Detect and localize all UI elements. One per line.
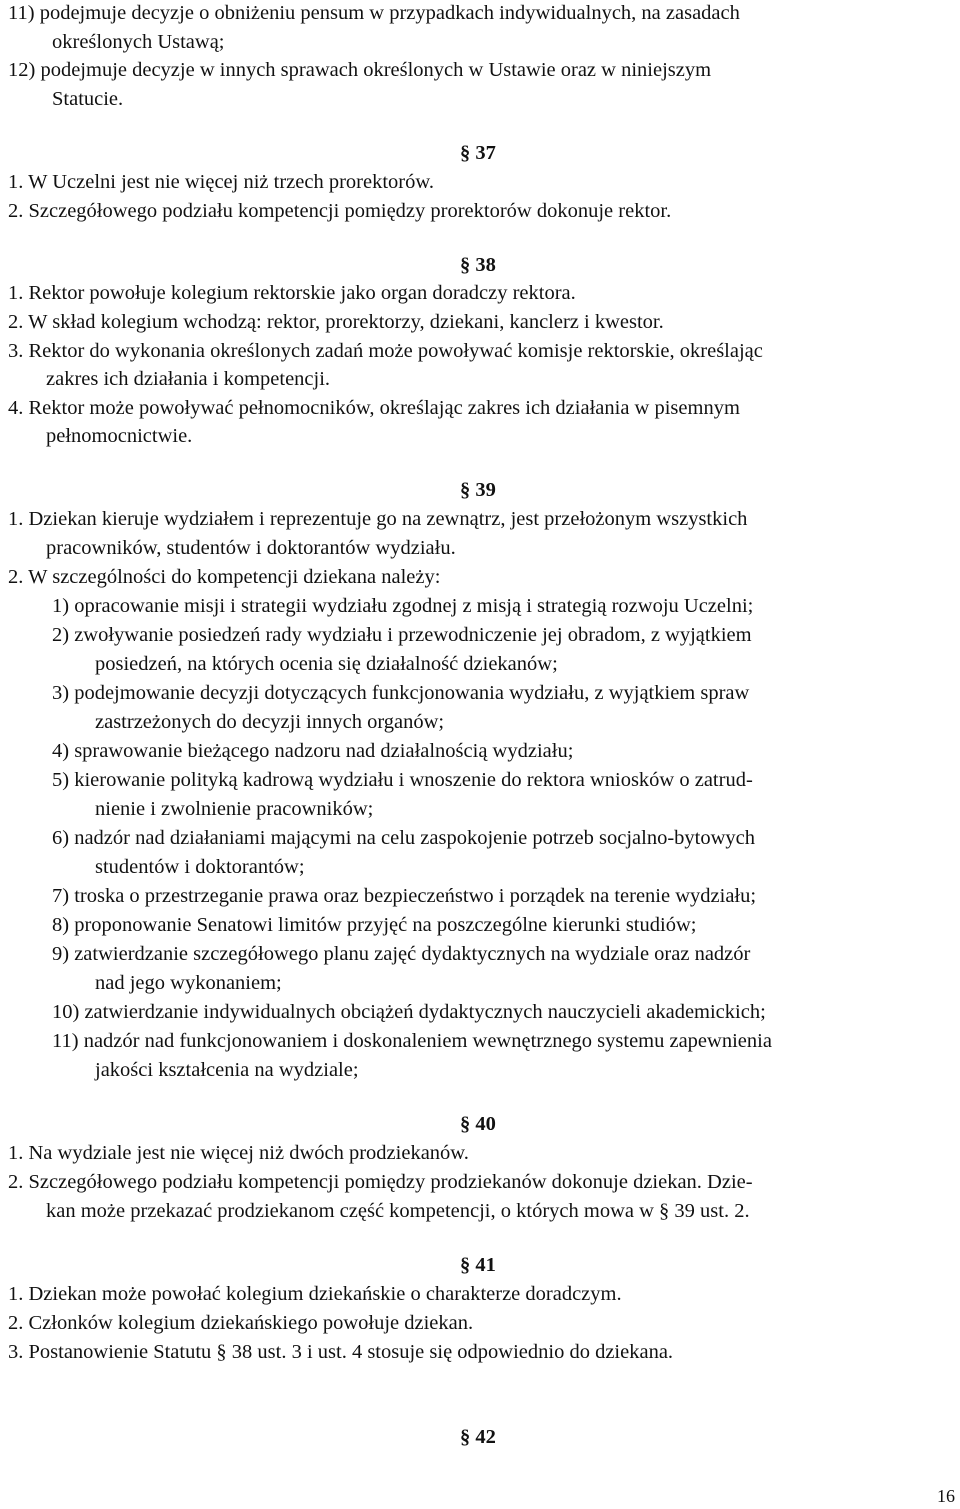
text-line: 4. Rektor może powoływać pełnomocników, określając zakres ich działania w pisemnym [8, 397, 740, 419]
list-item: 9) zatwierdzanie szczegółowego planu zajęć dydaktycznych na wydziale oraz nadzór [52, 943, 751, 965]
text-line: 2. Członków kolegium dziekańskiego powołuje dziekan. [8, 1312, 474, 1334]
section-heading-39: § 39 [460, 479, 496, 501]
text-line: zakres ich działania i kompetencji. [46, 368, 331, 390]
list-item: 8) proponowanie Senatowi limitów przyjęć na poszczególne kierunki studiów; [52, 914, 697, 936]
list-item: zastrzeżonych do decyzji innych organów; [95, 711, 445, 733]
text-line: określonych Ustawą; [52, 31, 225, 53]
list-item: nad jego wykonaniem; [95, 972, 282, 994]
text-line: 2. Szczegółowego podziału kompetencji pomiędzy prodziekanów dokonuje dziekan. Dzie- [8, 1171, 753, 1193]
text-line: 1. Dziekan może powołać kolegium dziekańskie o charakterze doradczym. [8, 1283, 622, 1305]
list-item: posiedzeń, na których ocenia się działalność dziekanów; [95, 653, 558, 675]
text-line: 12) podejmuje decyzje w innych sprawach określonych w Ustawie oraz w niniejszym [8, 59, 712, 81]
text-line: 1. Na wydziale jest nie więcej niż dwóch prodziekanów. [8, 1142, 469, 1164]
list-item: 3) podejmowanie decyzji dotyczących funkcjonowania wydziału, z wyjątkiem spraw [52, 682, 750, 704]
list-item: 2) zwoływanie posiedzeń rady wydziału i przewodniczenie jej obradom, z wyjątkiem [52, 624, 752, 646]
section-heading-42: § 42 [460, 1426, 496, 1448]
text-line: 11) podejmuje decyzje o obniżeniu pensum w przypadkach indywidualnych, na zasadach [8, 2, 740, 24]
text-line: 3. Postanowienie Statutu § 38 ust. 3 i ust. 4 stosuje się odpowiednio do dziekana. [8, 1341, 674, 1363]
list-item: 5) kierowanie polityką kadrową wydziału i wnoszenie do rektora wniosków o zatrud- [52, 769, 753, 791]
text-line: Statucie. [52, 88, 124, 110]
list-item: nienie i zwolnienie pracowników; [95, 798, 374, 820]
list-item: jakości kształcenia na wydziale; [95, 1059, 359, 1081]
list-item: 1) opracowanie misji i strategii wydziału zgodnej z misją i strategią rozwoju Uczelni; [52, 595, 754, 617]
text-line: kan może przekazać prodziekanom część kompetencji, o których mowa w § 39 ust. 2. [46, 1200, 750, 1222]
text-line: pracowników, studentów i doktorantów wydziału. [46, 537, 456, 559]
list-item: 11) nadzór nad funkcjonowaniem i doskonaleniem wewnętrznego systemu zapewnienia [52, 1030, 772, 1052]
text-line: 1. Dziekan kieruje wydziałem i reprezentuje go na zewnątrz, jest przełożonym wszystkich [8, 508, 748, 530]
list-item: studentów i doktorantów; [95, 856, 305, 878]
section-heading-40: § 40 [460, 1113, 496, 1135]
list-item: 4) sprawowanie bieżącego nadzoru nad działalnością wydziału; [52, 740, 574, 762]
section-heading-38: § 38 [460, 254, 496, 276]
list-item: 10) zatwierdzanie indywidualnych obciążeń dydaktycznych nauczycieli akademickich; [52, 1001, 766, 1023]
text-line: 2. W skład kolegium wchodzą: rektor, prorektorzy, dziekani, kanclerz i kwestor. [8, 311, 664, 333]
section-heading-37: § 37 [460, 142, 496, 164]
list-item: 7) troska o przestrzeganie prawa oraz bezpieczeństwo i porządek na terenie wydziału; [52, 885, 757, 907]
text-line: 1. W Uczelni jest nie więcej niż trzech prorektorów. [8, 171, 434, 193]
text-line: pełnomocnictwie. [46, 425, 193, 447]
text-line: 1. Rektor powołuje kolegium rektorskie jako organ doradczy rektora. [8, 282, 576, 304]
text-line: 3. Rektor do wykonania określonych zadań może powoływać komisje rektorskie, określając [8, 340, 763, 362]
list-item: 6) nadzór nad działaniami mającymi na celu zaspokojenie potrzeb socjalno-bytowych [52, 827, 755, 849]
text-line: 2. Szczegółowego podziału kompetencji pomiędzy prorektorów dokonuje rektor. [8, 200, 672, 222]
section-heading-41: § 41 [460, 1254, 496, 1276]
page-number: 16 [937, 1486, 955, 1506]
text-line: 2. W szczególności do kompetencji dziekana należy: [8, 566, 441, 588]
